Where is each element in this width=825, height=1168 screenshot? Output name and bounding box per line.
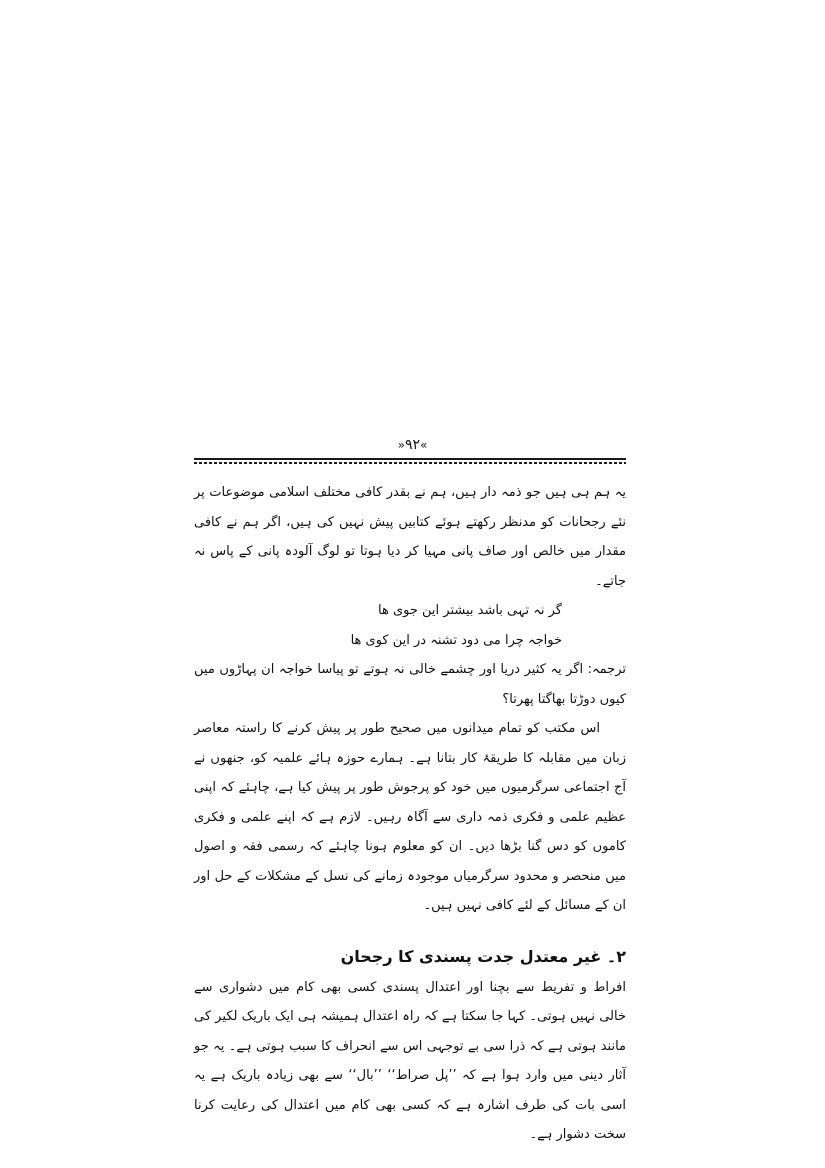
header-rule-solid <box>194 458 626 460</box>
translation-paragraph: ترجمہ: اگر یہ کثیر دریا اور چشمے خالی نہ ہوتے تو پیاسا خواجہ ان پہاڑوں میں کیوں دوڑتا بھاگتا پھرتا؟ <box>194 662 626 707</box>
header-rule <box>194 458 626 466</box>
page-header <box>0 436 825 454</box>
section-heading: ۲۔ غیر معتدل جدت پسندی کا رجحان <box>340 946 626 966</box>
page-number-bracket-left: « <box>420 438 428 452</box>
poem-line: خواجہ چرا می دود تشنہ در این کوی ھا <box>350 632 562 648</box>
paragraph: اس مکتب کو تمام میدانوں میں صحیح طور پر پیش کرنے کا راستہ معاصر زبان میں مقابلہ کا طریقۂ کار بتانا ہے۔ ہمارے حوزہ ہائے علمیہ کو، جنھوں نے آج اجتماعی سرگرمیوں میں خود کو پرجوش طور پر پیش کیا ہے، چاہئے کہ اپنی عظیم علمی و فکری ذمہ داری سے آگاہ رہیں۔ لازم ہے کہ اپنے علمی و فکری کاموں کو دس گنا بڑھا دیں۔ ان کو معلوم ہونا چاہئے کہ رسمی فقہ و اصول میں منحصر و محدود سرگرمیاں موجودہ زمانے کی نسل کے مشکلات کے حل اور ان کے مسائل کے لئے کافی نہیں ہیں۔ <box>194 721 626 913</box>
poem-line: گر نہ تہی باشد بیشتر این جوی ھا <box>378 603 562 618</box>
header-rule-dashed <box>194 462 626 464</box>
paragraph: یہ ہم ہی ہیں جو ذمہ دار ہیں، ہم نے بقدر کافی مختلف اسلامی موضوعات پر نئے رجحانات کو مدنظر رکھتے ہوئے کتابیں پیش نہیں کی ہیں، اگر ہم نے کافی مقدار میں خالص اور صاف پانی مہیا کر دیا ہوتا تو لوگ آلودہ پانی کے پاس نہ جاتے۔ <box>194 485 626 589</box>
page-number-bracket-right: » <box>397 438 405 452</box>
paragraph: افراط و تفریط سے بچنا اور اعتدال پسندی کسی بھی کام میں دشواری سے خالی نہیں ہوتی۔ کہا جا سکتا ہے کہ راہ اعتدال ہمیشہ ہی ایک باریک لکیر کی مانند ہوتی ہے کہ ذرا سی بے توجہی اس سے انحراف کا سبب ہوتی ہے۔ یہ جو آثار دینی میں وارد ہوا ہے کہ ’’پل صراط‘‘ ’’بال‘‘ سے بھی زیادہ باریک ہے یہ اسی بات کی طرف اشارہ ہے کہ کسی بھی کام میں اعتدال کی رعایت کرنا سخت دشوار ہے۔ <box>194 979 626 1142</box>
page-number: ۹۲ <box>404 437 421 453</box>
page-body <box>194 478 626 1150</box>
